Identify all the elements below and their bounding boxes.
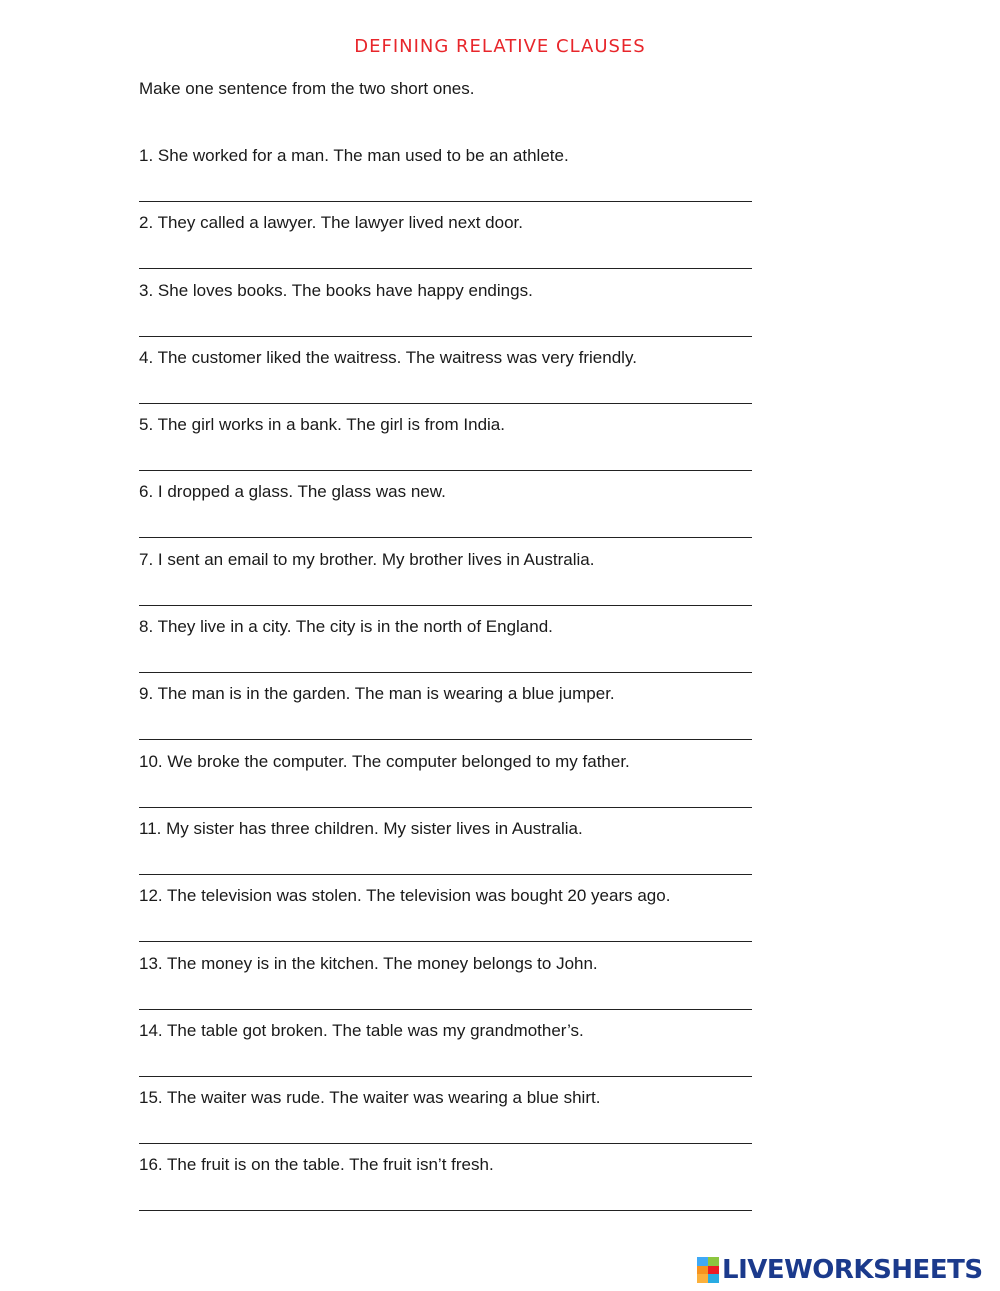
question-text: 16. The fruit is on the table. The fruit isn’t fresh.: [139, 1155, 494, 1175]
answer-line[interactable]: [139, 739, 752, 740]
answer-line[interactable]: [139, 537, 752, 538]
question-item: [139, 684, 759, 751]
question-text: 7. I sent an email to my brother. My brother lives in Australia.: [139, 549, 595, 569]
question-item: [139, 886, 759, 953]
answer-line[interactable]: [139, 470, 752, 471]
question-item: [139, 415, 759, 482]
liveworksheets-logo-icon: [697, 1257, 719, 1283]
question-item: [139, 1088, 759, 1155]
answer-line[interactable]: [139, 874, 752, 875]
question-text: 11. My sister has three children. My sister lives in Australia.: [139, 818, 583, 838]
answer-line[interactable]: [139, 336, 752, 337]
question-item: [139, 617, 759, 684]
question-text: 5. The girl works in a bank. The girl is from India.: [139, 415, 505, 435]
question-item: [139, 752, 759, 819]
question-item: [139, 213, 759, 280]
question-item: [139, 482, 759, 549]
answer-line[interactable]: [139, 807, 752, 808]
question-item: [139, 146, 759, 213]
liveworksheets-logo: [697, 1255, 983, 1285]
worksheet-title: DEFINING RELATIVE CLAUSES: [354, 36, 646, 57]
answer-line[interactable]: [139, 1210, 752, 1211]
answer-line[interactable]: [139, 268, 752, 269]
answer-line[interactable]: [139, 201, 752, 202]
question-text: 10. We broke the computer. The computer belonged to my father.: [139, 751, 630, 771]
question-item: [139, 348, 759, 415]
question-text: 3. She loves books. The books have happy endings.: [139, 280, 533, 300]
answer-line[interactable]: [139, 605, 752, 606]
question-text: 15. The waiter was rude. The waiter was wearing a blue shirt.: [139, 1088, 601, 1108]
question-text: 14. The table got broken. The table was my grandmother’s.: [139, 1020, 584, 1040]
answer-line[interactable]: [139, 1076, 752, 1077]
question-text: 6. I dropped a glass. The glass was new.: [139, 482, 446, 502]
answer-line[interactable]: [139, 1009, 752, 1010]
question-text: 12. The television was stolen. The television was bought 20 years ago.: [139, 886, 671, 906]
answer-line[interactable]: [139, 941, 752, 942]
answer-line[interactable]: [139, 672, 752, 673]
question-text: 13. The money is in the kitchen. The money belongs to John.: [139, 953, 598, 973]
question-text: 9. The man is in the garden. The man is wearing a blue jumper.: [139, 684, 615, 704]
answer-line[interactable]: [139, 1143, 752, 1144]
logo-text: LIVEWORKSHEETS: [722, 1255, 983, 1285]
question-item: [139, 819, 759, 886]
instruction-text: Make one sentence from the two short ones.: [139, 79, 475, 98]
answer-line[interactable]: [139, 403, 752, 404]
question-item: [139, 954, 759, 1021]
question-text: 2. They called a lawyer. The lawyer lived next door.: [139, 213, 523, 233]
question-list: [139, 146, 759, 1223]
question-item: [139, 550, 759, 617]
question-item: [139, 1021, 759, 1088]
question-item: [139, 1155, 759, 1222]
question-text: 1. She worked for a man. The man used to be an athlete.: [139, 146, 569, 165]
question-text: 4. The customer liked the waitress. The waitress was very friendly.: [139, 347, 637, 367]
question-item: [139, 281, 759, 348]
question-text: 8. They live in a city. The city is in the north of England.: [139, 617, 553, 637]
